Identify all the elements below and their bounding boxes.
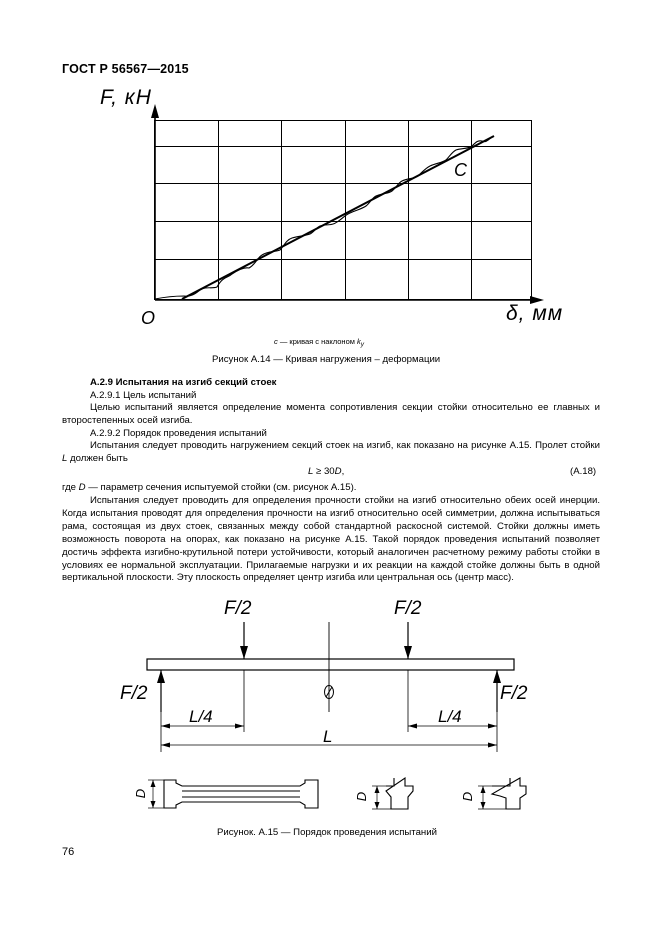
dimension-label-d2: D xyxy=(354,791,370,802)
quarter-label-right: L/4 xyxy=(438,707,462,726)
specimen-section-b xyxy=(478,778,526,809)
figure-a14-caption: Рисунок А.14 — Кривая нагружения – деформации xyxy=(212,354,441,365)
quarter-label-left: L/4 xyxy=(189,707,213,726)
reaction-label-left: F/2 xyxy=(120,683,148,704)
x-axis-label: δ, мм xyxy=(506,302,564,325)
dimension-label-d1: D xyxy=(133,788,149,799)
load-label-top-left: F/2 xyxy=(224,598,252,619)
page-number: 76 xyxy=(62,846,75,858)
formula-number: (А.18) xyxy=(570,466,597,477)
curve-label: C xyxy=(454,160,467,180)
span-label: L xyxy=(323,727,333,746)
formula: L ≥ 30D, xyxy=(308,466,345,477)
procedure-paragraph: Испытания следует проводить нагружением секций стоек на изгиб, как показано на рисунке А.15. Пролет стойки L должен быть xyxy=(62,440,600,464)
document-code: ГОСТ Р 56567—2015 xyxy=(62,62,189,76)
dimension-label-d3: D xyxy=(460,791,476,802)
test-procedure-paragraph: Испытания следует проводить для определения прочности стойки на изгиб относительно обеих осей инерции. Когда испытания проводят для определения прочности на изгиб относительно осей симметрии, должна испытываться рама, состоящая из двух стоек, связанных между собой стандартной раскосной системой. Стойки должны иметь возможность поворота на опорах, как показано на рисунке А.15. Такой порядок проведения испытаний позволяет достичь эффекта изгибно-крутильной потери устойчивости, который аналогичен расчетному режиму работы стойки в условиях ее нормальной эксплуатации. Прилагаемые нагрузки и их реакции на каждой стойке должны быть в одной вертикальной плоскости. Эту плоскость определяет центр изгиба или центральная ось (центр масс). xyxy=(62,495,600,584)
where-clause: где D — параметр сечения испытуемой стойки (см. рисунок А.15). xyxy=(62,482,357,493)
subsection-procedure: А.2.9.2 Порядок проведения испытаний xyxy=(90,428,267,439)
specimen-long-view xyxy=(148,780,318,808)
load-label-top-right: F/2 xyxy=(394,598,422,619)
section-heading: А.2.9 Испытания на изгиб секций стоек xyxy=(90,377,277,388)
subsection-purpose: А.2.9.1 Цель испытаний xyxy=(90,390,197,401)
figure-a14-legend: c — кривая с наклоном kу xyxy=(274,337,364,348)
y-axis-label: F, кН xyxy=(100,86,152,109)
figure-a15-caption: Рисунок. А.15 — Порядок проведения испытаний xyxy=(217,827,437,838)
origin-label: O xyxy=(141,308,156,328)
purpose-paragraph: Целью испытаний является определение момента сопротивления секции стойки относительно ее главных и второстепенных осей изгиба. xyxy=(62,402,600,426)
reaction-label-right: F/2 xyxy=(500,683,528,704)
test-beam xyxy=(147,659,514,670)
